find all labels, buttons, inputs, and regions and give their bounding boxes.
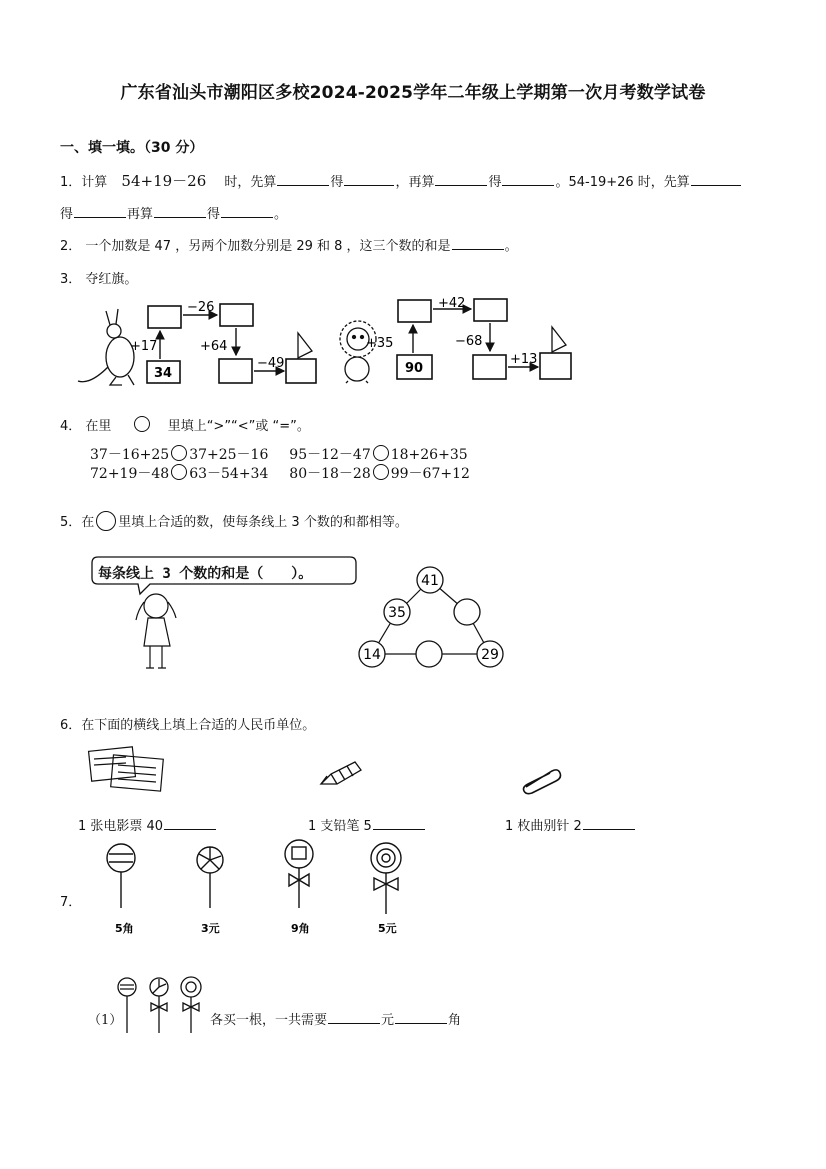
start-number: 34 (153, 366, 173, 381)
q1-text: 时，先算 (224, 175, 277, 190)
circle-icon (134, 416, 150, 432)
q7-text: 角 (448, 1013, 462, 1028)
q7-sub1-label: （1） (88, 1013, 123, 1028)
speech-bubble-text: 每条线上 3 个数的和是（ ）。 (98, 566, 313, 582)
answer-blank[interactable] (221, 205, 273, 218)
answer-blank[interactable] (164, 817, 216, 830)
q6-item-ticket (78, 815, 217, 834)
q6-item-pencil (308, 815, 426, 834)
section-heading: 一、填一填。（30 分） (60, 140, 204, 156)
answer-box[interactable] (148, 306, 181, 328)
expression: 37+25－16 (189, 447, 269, 463)
question-7: 7． (60, 895, 82, 910)
answer-blank[interactable] (435, 173, 487, 186)
expression: 72+19－48 (90, 466, 170, 482)
question-2 (60, 235, 518, 254)
operation-label: −49 (257, 356, 285, 371)
operation-label: +13 (510, 352, 538, 367)
answer-box[interactable] (474, 299, 507, 321)
operation-label: +35 (366, 336, 394, 351)
answer-blank[interactable] (395, 1011, 447, 1024)
price-label: 3元 (201, 922, 220, 935)
q2-text: 。 (504, 239, 518, 254)
q1-text: 得 (207, 207, 221, 222)
q1-text: ，再算 (395, 175, 435, 190)
answer-blank[interactable] (452, 237, 504, 250)
paperclip-icon (518, 765, 564, 795)
empty-circle[interactable] (454, 599, 480, 625)
q1-text: 得 (330, 175, 344, 190)
q7-text: 元 (381, 1013, 395, 1028)
red-flag-icon (552, 327, 566, 352)
three-lollipops-icon (115, 975, 210, 1037)
answer-box[interactable] (219, 359, 252, 383)
price-label: 5元 (378, 922, 397, 935)
answer-box[interactable] (398, 300, 431, 322)
expression: 99－67+12 (390, 466, 470, 482)
q4-text: 4． 在里 (60, 419, 112, 434)
expression: 63－54+34 (189, 466, 269, 482)
flag-box[interactable] (286, 359, 316, 383)
question-3: 3． 夺红旗。 (60, 272, 138, 287)
circle-icon (96, 511, 116, 531)
question-5 (60, 511, 408, 531)
lollipop-icon (107, 844, 135, 908)
red-flag-icon (298, 333, 312, 358)
question-4 (60, 415, 310, 434)
price-label: 9角 (291, 922, 310, 935)
page-title: 广东省汕头市潮阳区多校2024-2025学年二年级上学期第一次月考数学试卷 (120, 83, 706, 103)
start-number: 90 (404, 361, 424, 376)
answer-box[interactable] (220, 304, 253, 326)
answer-blank[interactable] (502, 173, 554, 186)
compare-row (90, 463, 470, 483)
question-1-line2 (60, 203, 287, 222)
q7-text: 各买一根，一共需要 (210, 1013, 328, 1028)
operation-label: +64 (200, 339, 228, 354)
kangaroo-illustration (78, 309, 134, 385)
compare-circle[interactable] (171, 464, 187, 480)
flag-diagram (70, 295, 590, 395)
answer-blank[interactable] (328, 1011, 380, 1024)
answer-blank[interactable] (691, 173, 741, 186)
circle-number: 14 (363, 647, 381, 663)
q4-text: 里填上“>”“<”或 “=”。 (167, 419, 310, 434)
operation-label: +17 (130, 339, 158, 354)
q5-text: 5．在 (60, 515, 95, 530)
answer-blank[interactable] (154, 205, 206, 218)
lion-illustration (340, 321, 376, 383)
circle-number: 41 (421, 573, 439, 589)
expression: 95－12－47 (289, 447, 371, 463)
circle-number: 29 (481, 647, 499, 663)
girl-illustration (136, 594, 176, 668)
answer-blank[interactable] (344, 173, 394, 186)
question-6: 6．在下面的横线上填上合适的人民币单位。 (60, 718, 316, 733)
q1-text: 得 (488, 175, 502, 190)
q5-text: 里填上合适的数，使每条线上 3 个数的和都相等。 (118, 515, 408, 530)
q2-text: 2． 一个加数是 47 ，另两个加数分别是 29 和 8 ，这三个数的和是 (60, 239, 451, 254)
compare-circle[interactable] (373, 464, 389, 480)
operation-label: −68 (455, 334, 483, 349)
lollipop-icon (285, 840, 313, 908)
q6-item-text: 1 张电影票 40 (78, 819, 164, 834)
question-1-line1 (60, 170, 742, 191)
price-label: 5角 (115, 922, 134, 935)
answer-box[interactable] (473, 355, 506, 379)
q6-item-text: 1 枚曲别针 2 (505, 819, 582, 834)
q1-expression: 54+19－26 (121, 172, 207, 190)
lollipop-icon (371, 843, 401, 914)
triangle-puzzle (350, 560, 510, 670)
answer-blank[interactable] (583, 817, 635, 830)
flag-box[interactable] (540, 353, 571, 379)
answer-blank[interactable] (277, 173, 329, 186)
expression: 37－16+25 (90, 447, 170, 463)
operation-label: −26 (187, 300, 215, 315)
answer-blank[interactable] (74, 205, 126, 218)
expression: 18+26+35 (390, 447, 468, 463)
movie-ticket-icon (86, 745, 168, 793)
q1-text: 1．计算 (60, 175, 108, 190)
q1-text: 再算 (127, 207, 154, 222)
compare-row (90, 444, 468, 464)
answer-blank[interactable] (373, 817, 425, 830)
q6-item-text: 1 支铅笔 5 (308, 819, 372, 834)
lollipop-icon (197, 847, 223, 908)
expression: 80－18－28 (289, 466, 371, 482)
q1-text: 得 (60, 207, 74, 222)
circle-number: 35 (388, 605, 406, 621)
compare-circle[interactable] (171, 445, 187, 461)
q6-item-paperclip (505, 815, 636, 834)
empty-circle[interactable] (416, 641, 442, 667)
pencil-icon (317, 758, 365, 790)
q1-text: 。54-19+26 时，先算 (555, 175, 690, 190)
q1-text: 。 (274, 207, 288, 222)
operation-label: +42 (438, 296, 466, 311)
lollipop-row (95, 838, 425, 938)
compare-circle[interactable] (373, 445, 389, 461)
q7-sub1 (210, 1009, 461, 1028)
